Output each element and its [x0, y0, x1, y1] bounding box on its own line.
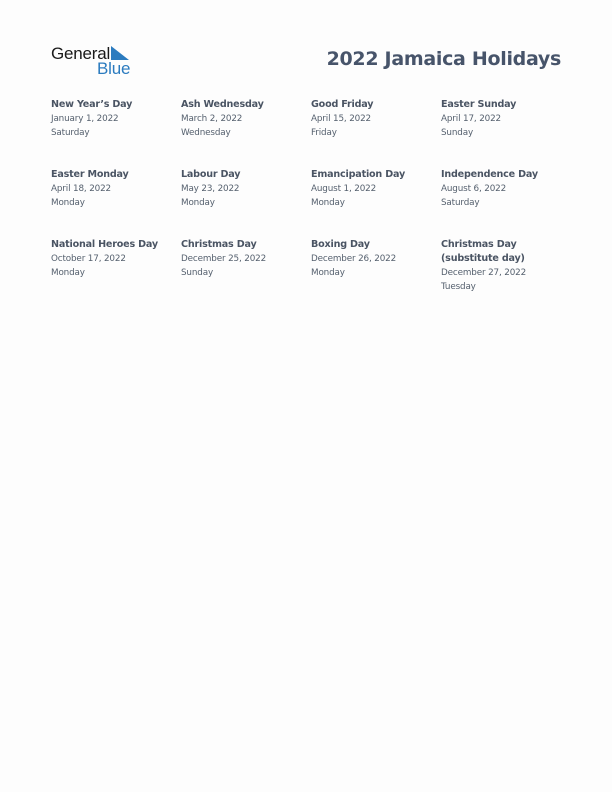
holiday-item [51, 98, 179, 140]
holiday-weekday: Friday [311, 128, 337, 138]
holiday-item [311, 168, 439, 210]
holiday-date: April 17, 2022 [441, 114, 501, 124]
page-title: 2022 Jamaica Holidays [326, 48, 561, 70]
logo-flag-icon [111, 46, 129, 60]
holiday-name: Emancipation Day [311, 169, 406, 180]
holiday-item [311, 238, 439, 280]
holiday-weekday: Monday [181, 198, 215, 208]
holiday-name: Good Friday [311, 99, 374, 110]
logo-word-blue: Blue [97, 59, 131, 78]
holiday-date: December 26, 2022 [311, 254, 397, 264]
holiday-weekday: Monday [311, 198, 345, 208]
logo [51, 44, 133, 78]
holiday-weekday: Sunday [441, 128, 474, 138]
holiday-date: March 2, 2022 [181, 114, 243, 124]
holiday-item [441, 168, 569, 210]
holiday-name: National Heroes Day [51, 239, 158, 250]
holiday-weekday: Monday [51, 198, 85, 208]
holiday-weekday: Saturday [51, 128, 90, 138]
holiday-date: August 1, 2022 [311, 184, 377, 194]
holiday-name: Labour Day [181, 169, 241, 180]
holiday-weekday: Monday [311, 268, 345, 278]
holiday-weekday: Monday [51, 268, 85, 278]
holiday-item [51, 168, 179, 210]
holiday-date: April 18, 2022 [51, 184, 111, 194]
holiday-date: August 6, 2022 [441, 184, 507, 194]
logo-word-general: General [51, 44, 111, 63]
holiday-item [181, 238, 309, 280]
holiday-name: Boxing Day [311, 239, 370, 250]
holiday-date: December 27, 2022 [441, 268, 527, 278]
holiday-item [311, 98, 439, 140]
holiday-item [181, 168, 309, 210]
holiday-item [441, 238, 541, 294]
holiday-weekday: Tuesday [441, 282, 476, 292]
holiday-name: Christmas Day [181, 239, 257, 250]
holiday-weekday: Wednesday [181, 128, 231, 138]
holiday-date: October 17, 2022 [51, 254, 126, 264]
holiday-date: December 25, 2022 [181, 254, 267, 264]
holiday-item [441, 98, 569, 140]
holiday-date: January 1, 2022 [51, 114, 119, 124]
holiday-weekday: Saturday [441, 198, 480, 208]
holiday-weekday: Sunday [181, 268, 214, 278]
holiday-name: Ash Wednesday [181, 99, 264, 110]
holiday-name: Easter Monday [51, 169, 129, 180]
holiday-item [181, 98, 309, 140]
holiday-item [51, 238, 179, 280]
holiday-name: Independence Day [441, 169, 538, 180]
holiday-name: New Year’s Day [51, 99, 133, 110]
holiday-date: May 23, 2022 [181, 184, 240, 194]
holiday-name: Christmas Day (substitute day) [441, 239, 525, 264]
holiday-name: Easter Sunday [441, 99, 517, 110]
holiday-date: April 15, 2022 [311, 114, 371, 124]
